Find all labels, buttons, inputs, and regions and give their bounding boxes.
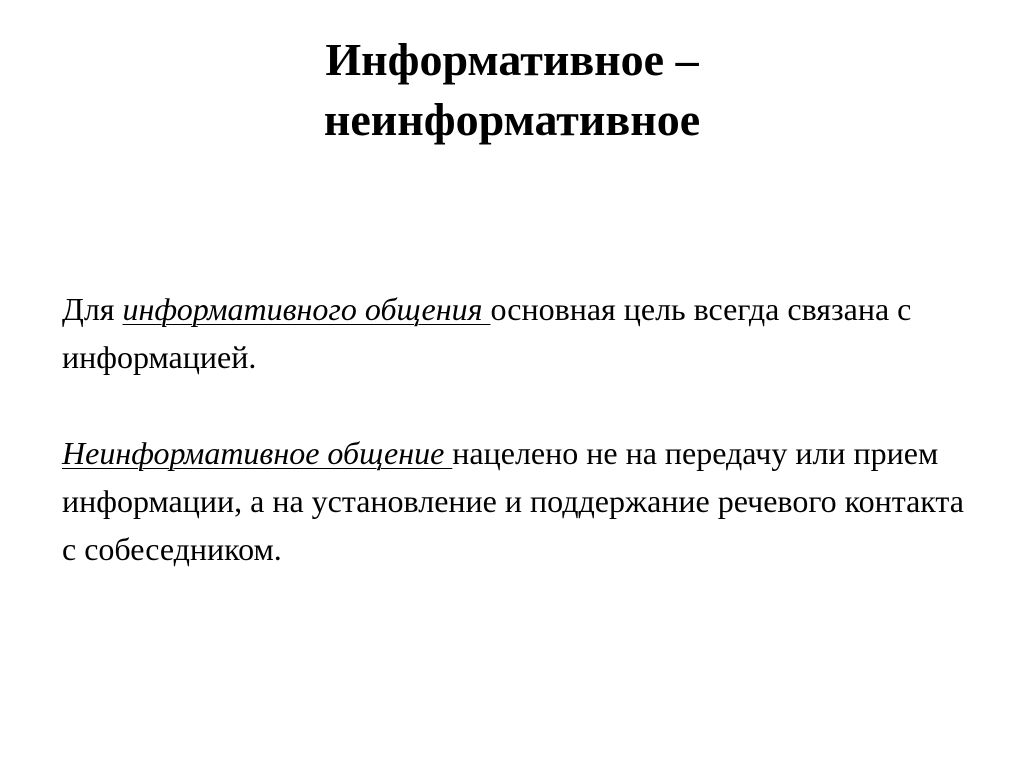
- paragraph-informative: [62, 285, 982, 381]
- title-line-1: Информативное –: [325, 34, 699, 85]
- title-line-2: неинформативное: [323, 94, 701, 145]
- term-non-informative-communication: Неинформативное общение: [62, 435, 453, 471]
- paragraph-2-text: нацелено не на передачу или прием информации, а на установление и поддержание речевого контакта с собеседником.: [62, 435, 964, 567]
- slide-title: [0, 30, 1024, 150]
- term-informative-communication: информативного общения: [122, 291, 491, 327]
- paragraph-1-text: основная цель всегда связана с информацией.: [62, 291, 912, 375]
- paragraph-1-prefix: Для: [62, 291, 123, 327]
- slide-body: [62, 285, 982, 573]
- paragraph-non-informative: [62, 429, 982, 573]
